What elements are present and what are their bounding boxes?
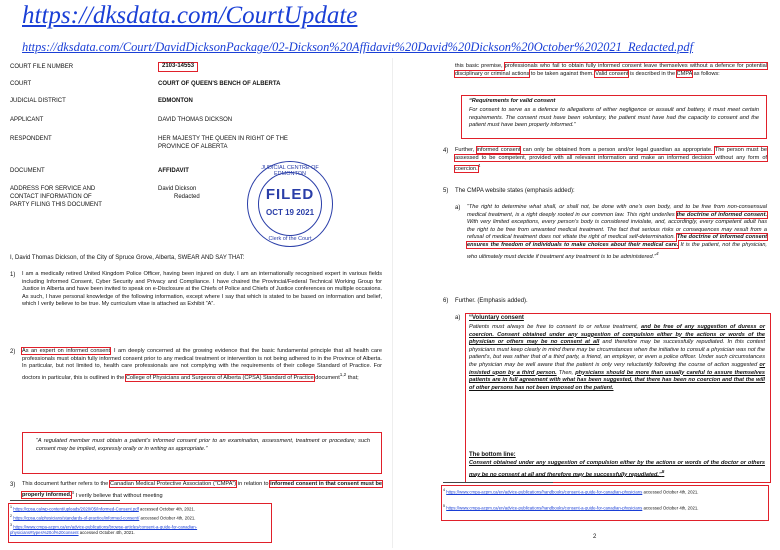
address-redacted: Redacted: [174, 194, 200, 200]
highlight-cmpa: Canadian Medical Protective Association (“CMPA”): [109, 481, 237, 487]
document-page-left: [4, 58, 388, 548]
para-2-number: 2): [10, 349, 16, 355]
filed-stamp: [247, 161, 333, 247]
para-6-number: 6): [443, 298, 449, 304]
para-2-text: As an expert on informed consent, I am deeply concerned at the growing evidence that the basic fundamental principle that all health care professionals must obtain fully informed consent prior to any medical treatment or intervention is not being adhered to in the Province of Alberta. In particular, but not limited to, health care professionals are not complying with the requirements of their college Standard of Practice. For doctors in particular, this is outlined in the College of Physicians and Surgeons of Alberta (CPSA) Standard of Practice document$^{1,2}$ that;: [22, 348, 382, 381]
continuation-text: this basic premise, professionals who fail to obtain fully informed consent leave themselves without a defence for potential disciplinary or criminal actions to be taken against them. Valid consent is described in the CMPA as follows:: [455, 63, 767, 77]
para-4-number: 4): [443, 148, 449, 154]
highlight-valid-consent: Valid consent: [595, 70, 629, 77]
bottom-line-title: The bottom line:: [469, 452, 516, 458]
address-label-3: PARTY FILING THIS DOCUMENT: [10, 202, 102, 208]
highlight-no-defence: professionals who fail to obtain fully informed consent leave themselves without a defence for potential disciplinary or criminal actions: [455, 63, 767, 77]
para-6a-number: a): [455, 315, 461, 321]
quote-valid-consent-body: For consent to serve as a defence to allegations of either negligence or assault and battery, it must meet certain requirements. The consent must have been voluntary, the patient must have had the capacity to consent and the patient must have been properly informed.”: [469, 107, 759, 129]
highlight-informed-consent: informed consent: [476, 147, 521, 153]
stamp-filed: FILED: [265, 186, 315, 203]
highlight-doctrine: the doctrine of informed consent.: [676, 211, 767, 218]
para-5-number: 5): [443, 188, 449, 194]
highlight-expert-informed-consent: As an expert on informed consent: [22, 348, 111, 354]
field-label-document: DOCUMENT: [10, 168, 45, 174]
footnote-1: $^1$ https://cpsa.ca/wp-content/uploads/2020/05/Informed-Consent.pdf accessed October 4th, 2021.: [10, 505, 195, 512]
field-value-applicant: DAVID THOMAS DICKSON: [158, 117, 233, 123]
para-3-number: 3): [10, 482, 16, 488]
para-4-text: Further, informed consent can only be obtained from a person and/or legal guardian as appropriate. The person must be assessed to be competent, provided with all relevant information and make an informed decision without any form of coercion.$^4$: [455, 147, 767, 173]
highlight-cmpa-right: CMPA: [676, 70, 693, 77]
field-label-court: COURT: [10, 81, 32, 87]
field-label-judicial-district: JUDICIAL DISTRICT: [10, 98, 66, 104]
para-6-text: Further. (Emphasis added).: [455, 298, 528, 304]
para-1-number: 1): [10, 272, 16, 278]
stamp-date: OCT 19 2021: [265, 208, 315, 217]
footnote-3: $^3$ https://www.cmpa-acpm.ca/en/advice-publications/browse-articles/consent-a-guide-for-canadian-physicians#types%20of%20consent accessed October 4th, 2021.: [10, 523, 198, 536]
quote-valid-consent-title: “Requirements for valid consent: [469, 98, 556, 104]
highlight-properly-informed: informed consent in that consent must be properly informed.: [22, 481, 383, 499]
field-value-court: COURT OF QUEEN'S BENCH OF ALBERTA: [158, 81, 281, 87]
footnote-5: $^5$ https://www.cmpa-acpm.ca/en/advice-publications/handbooks/consent-a-guide-for-canadian-physicians accessed October 4th, 2021.: [443, 504, 699, 511]
document-page-right: [392, 58, 777, 548]
field-value-document: AFFIDAVIT: [158, 168, 189, 174]
field-value-court-file-number: 2103-14553: [158, 62, 198, 72]
field-value-respondent: HER MAJESTY THE QUEEN IN RIGHT OF THE: [158, 136, 288, 142]
stamp-ring-bottom: Clerk of the Court: [268, 236, 312, 242]
para-5a-number: a): [455, 205, 461, 211]
page-number: 2: [593, 534, 597, 540]
intro-paragraph: I, David Thomas Dickson, of the City of Spruce Grove, Alberta, SWEAR AND SAY THAT:: [10, 255, 245, 261]
header-url-sub[interactable]: https://dksdata.com/Court/DavidDicksonPackage/02-Dickson%20Affidavit%20David%20Dickson%20October%202021_Redacted.pdf: [22, 40, 694, 54]
field-value-judicial-district: EDMONTON: [158, 98, 193, 104]
para-1-text: I am a medically retired United Kingdom Police Officer, having been injured on duty. I am an internationally recognised expert in various fields including Informed Consent, Cyber Security and Privacy and Compliance. I have chaired the Provincial/Federal Technical Working Group for Justice in Alberta and have been invited to speak on e-Disclosure at the Chiefs of Police and Chiefs of Justice conferences on multiple occasions. As such, I have personal knowledge of the following information, except where I say that which is stated to be based on information and belief, which I verily believe to be true. My curriculum vitae is attached as Exhibit “A”.: [22, 271, 382, 308]
para-5-text: The CMPA website states (emphasis added):: [455, 188, 575, 194]
para-3-text: This document further refers to the Canadian Medical Protective Association (“CMPA”) in relation to informed consent in that consent must be properly informed.$^3$ I verily believe that without meeting: [22, 481, 383, 499]
address-name: David Dickson: [158, 186, 197, 192]
header-url-main[interactable]: https://dksdata.com/CourtUpdate: [22, 2, 358, 29]
highlight-freedom: The doctrine of informed consent ensures the freedom of individuals to make choices about their medical care.: [467, 234, 767, 248]
voluntary-consent-title: “Voluntary consent: [469, 315, 524, 321]
field-label-court-file-number: COURT FILE NUMBER: [10, 64, 74, 70]
highlight-cpsa-standard: College of Physicians and Surgeons of Alberta (CPSA) Standard of Practice: [125, 374, 314, 381]
address-label-2: CONTACT INFORMATION OF: [10, 194, 92, 200]
bottom-line-body: Consent obtained under any suggestion of compulsion either by the actions or words of the doctor or others may be no consent at all and therefore may be successfully repudiated.”$^5$: [469, 460, 765, 478]
address-label-1: ADDRESS FOR SERVICE AND: [10, 186, 96, 192]
stamp-ring-top: JUDICIAL CENTRE OF EDMONTON: [261, 165, 319, 177]
footnote-rule-left: [10, 500, 120, 501]
field-label-applicant: APPLICANT: [10, 117, 44, 123]
footnote-4: $^4$ https://www.cmpa-acpm.ca/en/advice-publications/handbooks/consent-a-guide-for-canadian-physicians accessed October 4th, 2021.: [443, 488, 699, 495]
field-label-respondent: RESPONDENT: [10, 136, 52, 142]
highlight-competent: The person must be assessed to be competent, provided with all relevant information and make an informed decision without any form of coercion.: [455, 147, 767, 173]
footnote-rule-right: [443, 482, 553, 483]
para-5a-text: “The right to determine what shall, or shall not, be done with one’s own body, and to be free from non-consensual medical treatment, is a right deeply rooted in our common law. This right underlies the doctrine of informed consent. With very limited exceptions, every person’s body is considered inviolate, and, accordingly, every competent adult has the right to be free from unwanted medical treatment. The fact that serious risks or consequences may result from a refusal of medical treatment does not vitiate the right of medical self-determination. The doctrine of informed consent ensures the freedom of individuals to make choices about their medical care. It is the patient, not the physician, who ultimately must decide if treatment any treatment is to be administered.”$^4$: [467, 204, 767, 260]
footnote-2: $^2$ https://cpsa.ca/physicians/standards-of-practice/informed-consent/ accessed October 4th, 2021.: [10, 514, 196, 521]
field-value-respondent-line2: PROVINCE OF ALBERTA: [158, 144, 228, 150]
quote-cpsa: “A regulated member must obtain a patient’s informed consent prior to an examination, assessment, treatment or procedure; such consent may be implied, expressly orally or in writing as appropriate.”: [36, 438, 370, 452]
voluntary-consent-body: Patients must always be free to consent to or refuse treatment, and be free of any suggestion of duress or coercion. Consent obtained under any suggestion of compulsion either by the actions or words of the physician or others may be no consent at all and therefore may be successfully repudiated. In this context physicians must keep clearly in mind there may be circumstances when the initiative to consult a physician was not the patient’s, but was rather that of a third party, a friend, an employer, or even a police officer. Under such circumstances the physician may be well aware that the patient is only very reluctantly following the course of action suggested or insisted upon by a third person. Then, physicians should be more than usually careful to assure themselves patients are in full agreement with what has been suggested, that there has been no coercion and that the will of other persons has not been imposed on the patient.: [469, 324, 766, 391]
